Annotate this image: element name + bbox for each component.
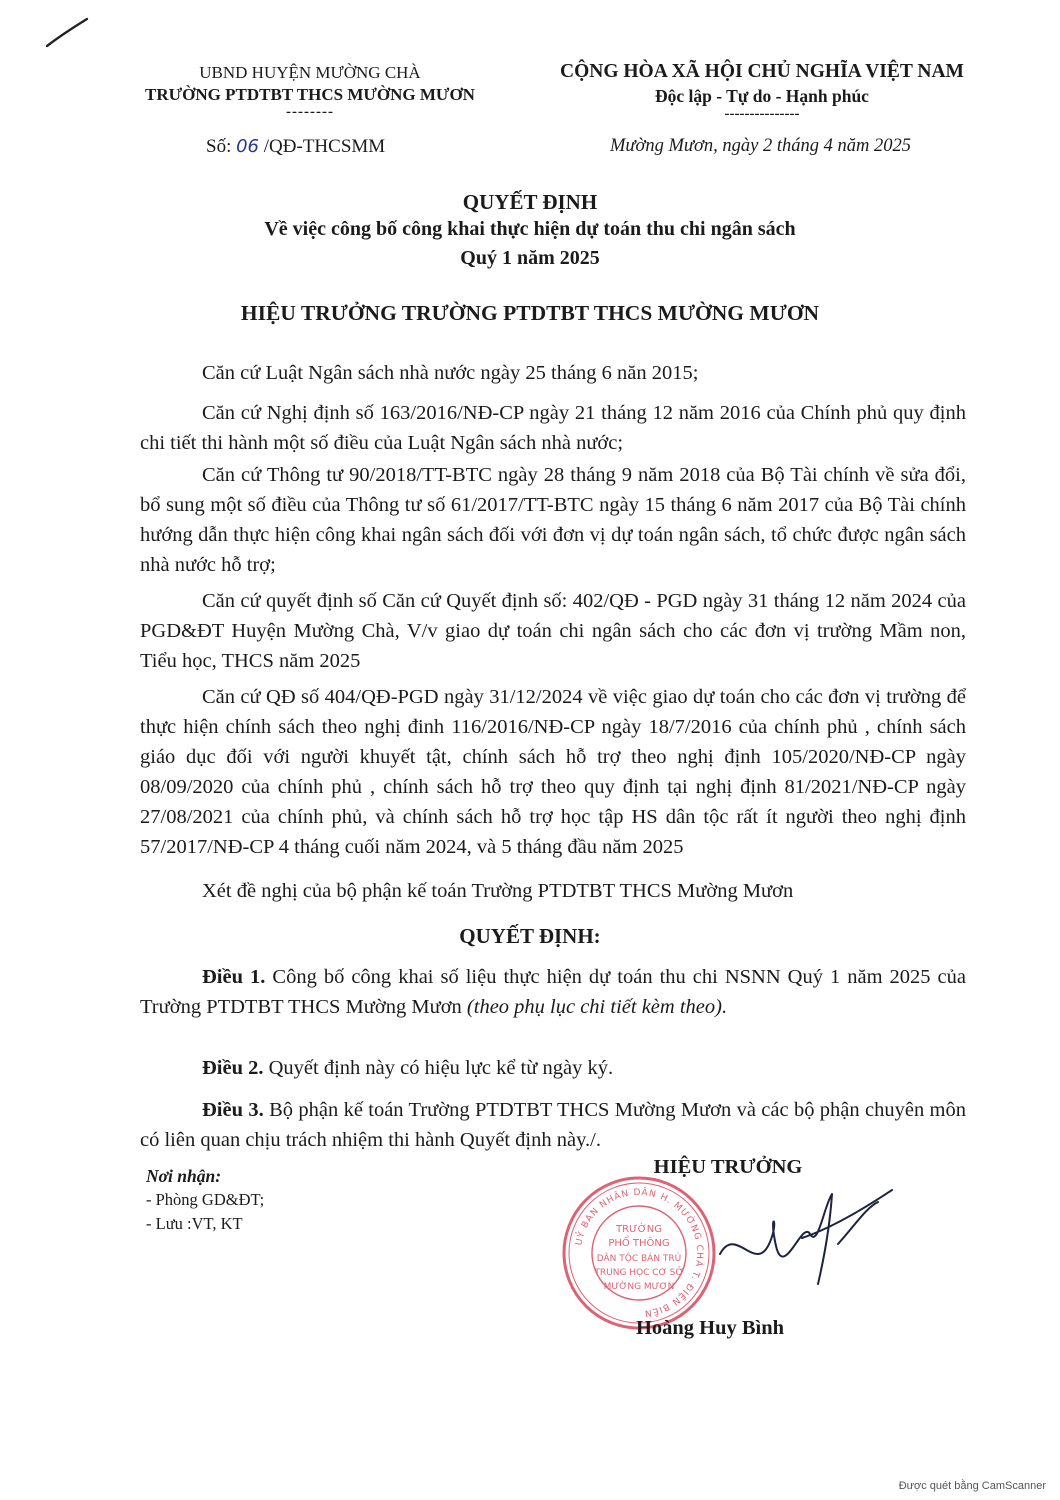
article-1-label: Điều 1.	[202, 966, 266, 988]
signer-title: HIỆU TRƯỞNG	[653, 1156, 803, 1178]
document-period: Quý 1 năm 2025	[460, 247, 600, 269]
document-subject: Về việc công bố công khai thực hiện dự toán thu chi ngân sách	[264, 218, 796, 240]
decision-heading: QUYẾT ĐỊNH:	[459, 924, 601, 948]
recipients-block	[146, 1164, 264, 1236]
header-right-rule: ---------------	[724, 106, 800, 122]
legal-basis-4: Căn cứ quyết định số Căn cứ Quyết định số: 402/QĐ - PGD ngày 31 tháng 12 năm 2024 của PGD&ĐT Huyện Mường Chà, V/v giao dự toán chi ngân sách cho các đơn vị trường Mầm non, Tiểu học, THCS năm 2025	[140, 590, 966, 672]
article-1	[140, 962, 966, 1022]
seal-line: TRƯỜNG	[616, 1224, 662, 1235]
legal-basis-5: Căn cứ QĐ số 404/QĐ-PGD ngày 31/12/2024 về việc giao dự toán cho các đơn vị trường để thực hiện chính sách theo nghị đinh 116/2016/NĐ-CP ngày 18/7/2016 của chính phủ , chính sách giáo dục đối với người khuyết tật, chính sách hỗ trợ theo nghị định 105/2020/NĐ-CP ngày 08/09/2020 của chính phủ , chính sách hỗ trợ theo quy định tại nghị định 81/2021/NĐ-CP ngày 27/08/2021 của chính phủ, và chính sách hỗ trợ học tập HS dân tộc rất ít người theo nghị định 57/2017/NĐ-CP 4 tháng cuối năm 2024, và 5 tháng đầu năm 2025	[140, 686, 966, 858]
recipient-item: - Lưu :VT, KT	[146, 1214, 243, 1233]
header-left-rule: --------	[286, 104, 334, 120]
document-type-title: QUYẾT ĐỊNH	[462, 190, 598, 214]
seal-line: MƯỜNG MƯƠN	[603, 1282, 675, 1292]
issuing-agency-header	[100, 62, 520, 118]
national-header	[498, 60, 1026, 120]
recipients-title: Nơi nhận:	[146, 1166, 222, 1186]
article-2	[140, 1053, 966, 1083]
seal-ring-text: UỶ BAN NHÂN DÂN H. MƯỜNG CHÀ T. ĐIỆN BIÊN	[574, 1187, 705, 1318]
seal-line: PHỔ THÔNG	[608, 1238, 670, 1249]
school-name: TRƯỜNG PTDTBT THCS MƯỜNG MƯƠN	[145, 85, 475, 104]
agency-name: UBND HUYỆN MƯỜNG CHÀ	[199, 63, 421, 82]
legal-basis-3: Căn cứ Thông tư 90/2018/TT-BTC ngày 28 tháng 9 năm 2018 của Bộ Tài chính về sửa đổi, bổ sung một số điều của Thông tư số 61/2017/TT-BTC ngày 15 tháng 6 năm 2017 của Bộ Tài chính hướng dẫn thực hiện công khai ngân sách đối với đơn vị dự toán ngân sách, tổ chức được ngân sách nhà nước hỗ trợ;	[140, 464, 966, 576]
seal-line: DÂN TỘC BÁN TRÚ	[596, 1254, 682, 1264]
signer-name: Hoàng Huy Bình	[635, 1317, 785, 1339]
national-motto: Độc lập - Tự do - Hạnh phúc	[655, 86, 869, 106]
article-3	[140, 1095, 966, 1155]
article-1-text: Công bố công khai số liệu thực hiện dự toán thu chi NSNN Quý 1 năm 2025 của Trường PTDTBT THCS Mường Mươn	[140, 966, 966, 1018]
document-number-handwritten: 06	[236, 136, 260, 157]
scanner-watermark: Được quét bằng CamScanner	[898, 1480, 1046, 1492]
school-seal-stamp	[560, 1174, 718, 1332]
article-2-label: Điều 2.	[202, 1057, 264, 1079]
place-and-date: Mường Mươn, ngày 2 tháng 4 năm 2025	[610, 136, 911, 156]
article-3-label: Điều 3.	[202, 1099, 264, 1121]
article-3-text: Bộ phận kế toán Trường PTDTBT THCS Mường Mươn và các bộ phận chuyên môn có liên quan chịu trách nhiệm thi hành Quyết định này./.	[140, 1099, 966, 1151]
document-number-suffix: /QĐ-THCSMM	[259, 136, 386, 157]
country-name: CỘNG HÒA XÃ HỘI CHỦ NGHĨA VIỆT NAM	[560, 61, 964, 82]
legal-basis-6: Xét đề nghị của bộ phận kế toán Trường PTDTBT THCS Mường Mươn	[202, 880, 794, 902]
article-1-note: (theo phụ lục chi tiết kèm theo).	[466, 996, 728, 1018]
issuing-authority: HIỆU TRƯỞNG TRƯỜNG PTDTBT THCS MƯỜNG MƯƠN	[240, 301, 820, 325]
legal-basis-1: Căn cứ Luật Ngân sách nhà nước ngày 25 tháng 6 năn 2015;	[202, 362, 699, 384]
handwritten-signature	[706, 1184, 906, 1292]
recipient-item: - Phòng GD&ĐT;	[146, 1190, 265, 1209]
seal-line: TRUNG HỌC CƠ SỞ	[594, 1268, 684, 1278]
legal-basis-2: Căn cứ Nghị định số 163/2016/NĐ-CP ngày 21 tháng 12 năm 2016 của Chính phủ quy định chi tiết thi hành một số điều của Luật Ngân sách nhà nước;	[140, 402, 966, 454]
document-number-prefix: Số:	[206, 136, 237, 157]
pen-stroke-mark	[44, 16, 90, 50]
article-2-text: Quyết định này có hiệu lực kể từ ngày ký.	[263, 1057, 614, 1079]
document-number	[206, 136, 385, 158]
